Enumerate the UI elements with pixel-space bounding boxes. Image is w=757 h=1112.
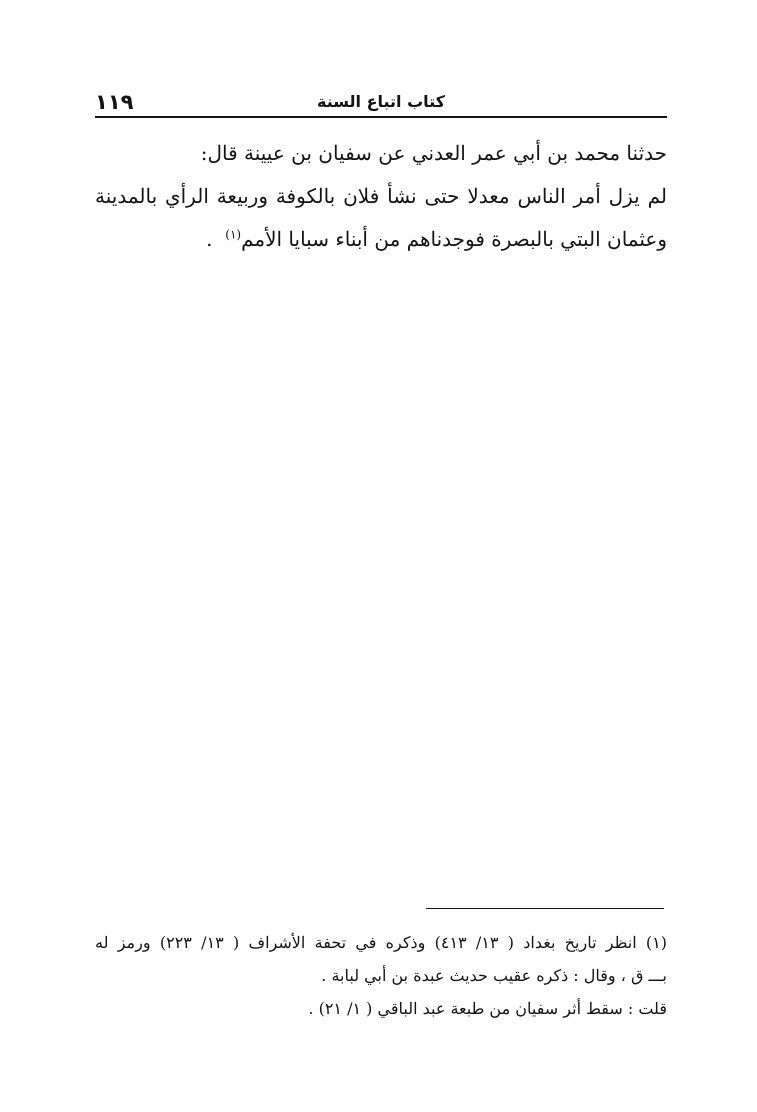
body-line: حدثنا محمد بن أبي عمر العدني عن سفيان بن عيينة قال: — [200, 141, 667, 165]
page-header — [95, 86, 667, 120]
running-title: كتاب اتباع السنة — [316, 92, 446, 111]
footnote-line: بـــ ق ، وقال : ذكره عقيب حديث عبدة بن أبي لبابة . — [321, 966, 667, 985]
body-text — [95, 132, 667, 261]
footnote-line: (١) انظر تاريخ بغداد ( ١٣/ ٤١٣) وذكره في تحفة الأشراف ( ١٣/ ٢٢٣) ورمز له — [95, 933, 668, 952]
body-line-period: . — [206, 227, 213, 251]
page-number: ١١٩ — [95, 90, 134, 114]
footnote-line: قلت : سقط أثر سفيان من طبعة عبد الباقي ( ١/ ٢١) . — [308, 999, 667, 1018]
body-line-text: وعثمان البتي بالبصرة فوجدناهم من أبناء سبايا الأمم — [241, 227, 667, 251]
body-line-with-footnote — [95, 218, 667, 261]
footnote-reference: (١) — [225, 227, 242, 242]
body-line: لم يزل أمر الناس معدلا حتى نشأ فلان بالكوفة وربيعة الرأي بالمدينة — [95, 184, 667, 208]
footnote-separator — [426, 908, 664, 909]
footnotes — [95, 926, 667, 1025]
header-rule — [95, 116, 667, 118]
